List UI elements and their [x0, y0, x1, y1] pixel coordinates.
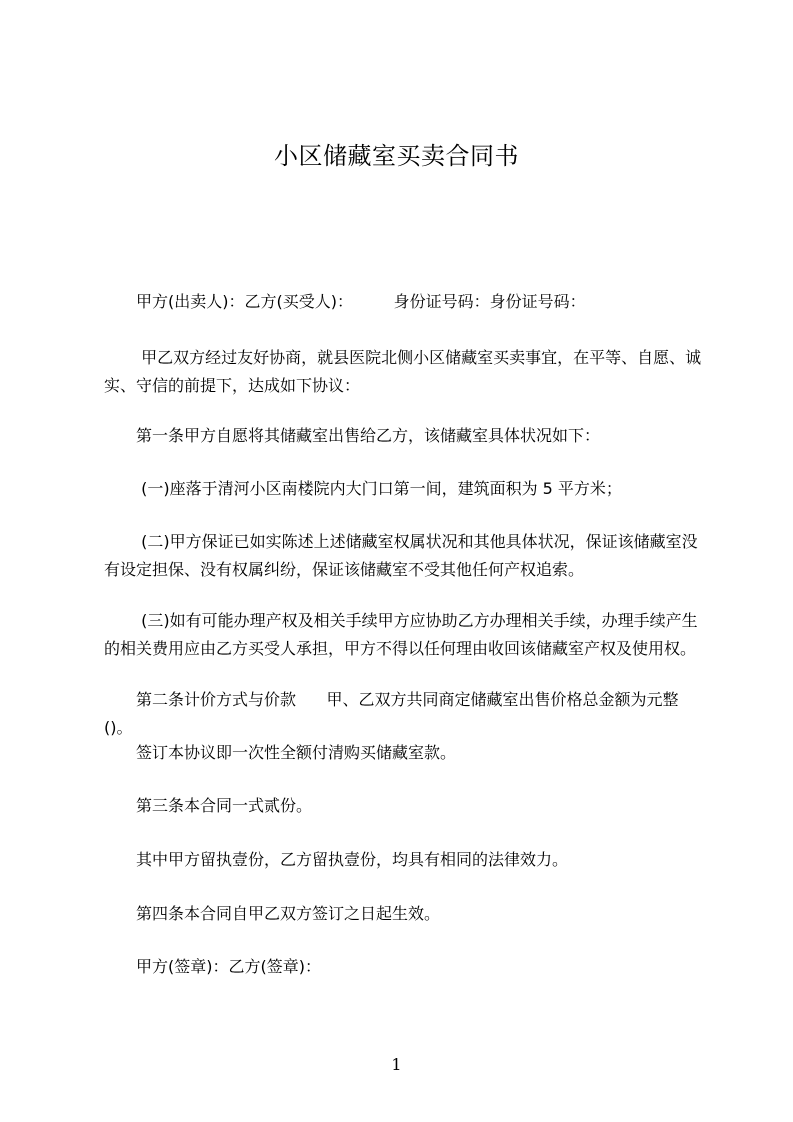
article-3-paragraph: 第三条本合同一式贰份。 [136, 796, 313, 815]
article-1-item-2: (二)甲方保证已如实陈述上述储藏室权属状况和其他具体状况，保证该储藏室没有设定担保、没有权属纠纷，保证该储藏室不受其他任何产权追索。 [104, 532, 698, 579]
page-number: 1 [391, 1055, 402, 1074]
copies-paragraph: 其中甲方留执壹份，乙方留执壹份，均具有相同的法律效力。 [136, 850, 569, 869]
payment-paragraph: 签订本协议即一次性全额付清购买储藏室款。 [136, 743, 457, 762]
article-2-paragraph: 第二条计价方式与价款 甲、乙双方共同商定储藏室出售价格总金额为元整()。 [104, 690, 679, 737]
parties-line: 甲方(出卖人)：乙方(买受人)： 身份证号码：身份证号码： [136, 292, 586, 311]
article-1-item-3: (三)如有可能办理产权及相关手续甲方应协助乙方办理相关手续，办理手续产生的相关费用应由乙方买受人承担，甲方不得以任何理由收回该储藏室产权及使用权。 [104, 611, 698, 658]
signature-line: 甲方(签章)：乙方(签章)： [136, 957, 321, 976]
article-4-paragraph: 第四条本合同自甲乙双方签订之日起生效。 [136, 904, 441, 923]
document-title: 小区储藏室买卖合同书 [274, 142, 519, 170]
preamble-paragraph: 甲乙双方经过友好协商，就县医院北侧小区储藏室买卖事宜，在平等、自愿、诚实、守信的前提下，达成如下协议： [104, 348, 702, 395]
article-1-item-1: (一)座落于清河小区南楼院内大门口第一间，建筑面积为 5 平方米； [136, 479, 622, 498]
article-1-paragraph: 第一条甲方自愿将其储藏室出售给乙方，该储藏室具体状况如下： [136, 426, 601, 445]
